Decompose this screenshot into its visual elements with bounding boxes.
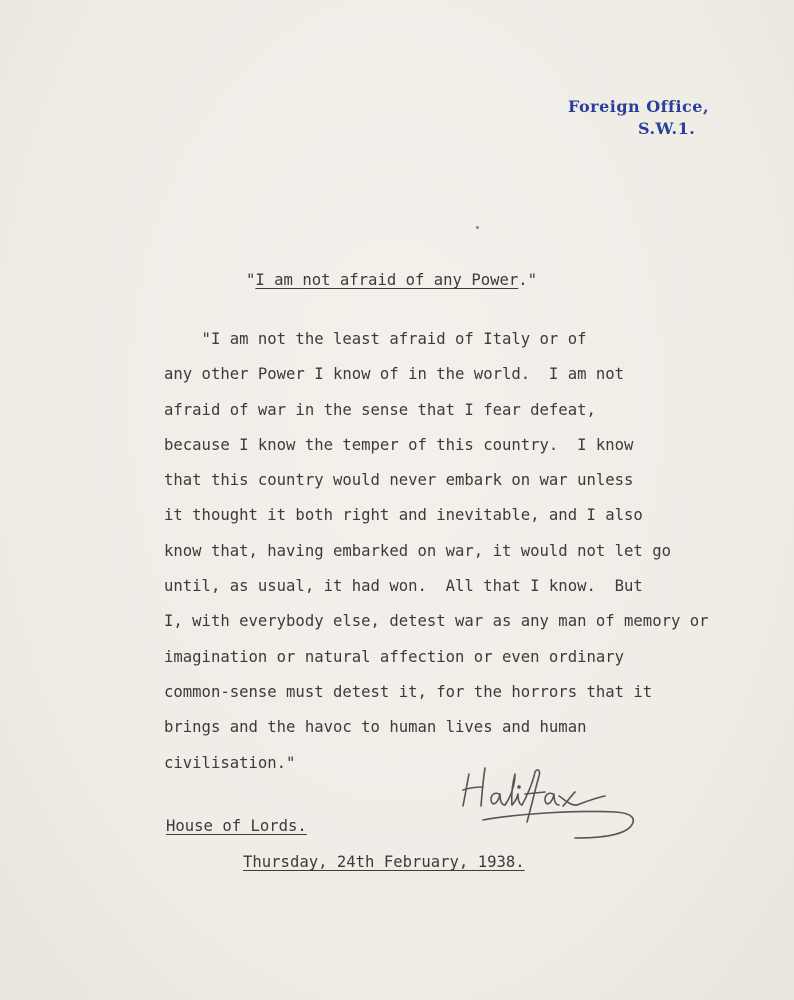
body-line: because I know the temper of this country. I know xyxy=(164,435,634,454)
date-line: Thursday, 24th February, 1938. xyxy=(243,853,525,871)
body-line: civilisation." xyxy=(164,753,296,772)
location-line: House of Lords. xyxy=(166,817,307,835)
letterhead-office: Foreign Office, xyxy=(568,97,710,116)
title-text: I am not afraid of any Power xyxy=(255,271,519,289)
body-line: know that, having embarked on war, it would not let go xyxy=(164,541,671,560)
body-line: I, with everybody else, detest war as any man of memory or xyxy=(164,612,709,631)
body-line: any other Power I know of in the world. I am not xyxy=(164,365,625,384)
body-line: "I am not the least afraid of Italy or of xyxy=(164,330,587,348)
title-open-quote: " xyxy=(246,271,256,289)
body-line: afraid of war in the sense that I fear defeat, xyxy=(164,400,596,419)
letterhead-postcode: S.W.1. xyxy=(638,119,696,138)
signature-halifax xyxy=(455,760,640,845)
body-line: common-sense must detest it, for the horrors that it xyxy=(164,682,653,701)
body-line: it thought it both right and inevitable, and I also xyxy=(164,506,643,525)
body-line: brings and the havoc to human lives and human xyxy=(164,718,587,737)
body-line: until, as usual, it had won. All that I know. But xyxy=(164,577,643,596)
quotation-body xyxy=(164,322,784,781)
paper-speck xyxy=(476,226,479,229)
title-close: ." xyxy=(518,271,538,289)
body-line: imagination or natural affection or even ordinary xyxy=(164,647,625,666)
document-title xyxy=(246,271,537,289)
body-line: that this country would never embark on war unless xyxy=(164,471,634,490)
